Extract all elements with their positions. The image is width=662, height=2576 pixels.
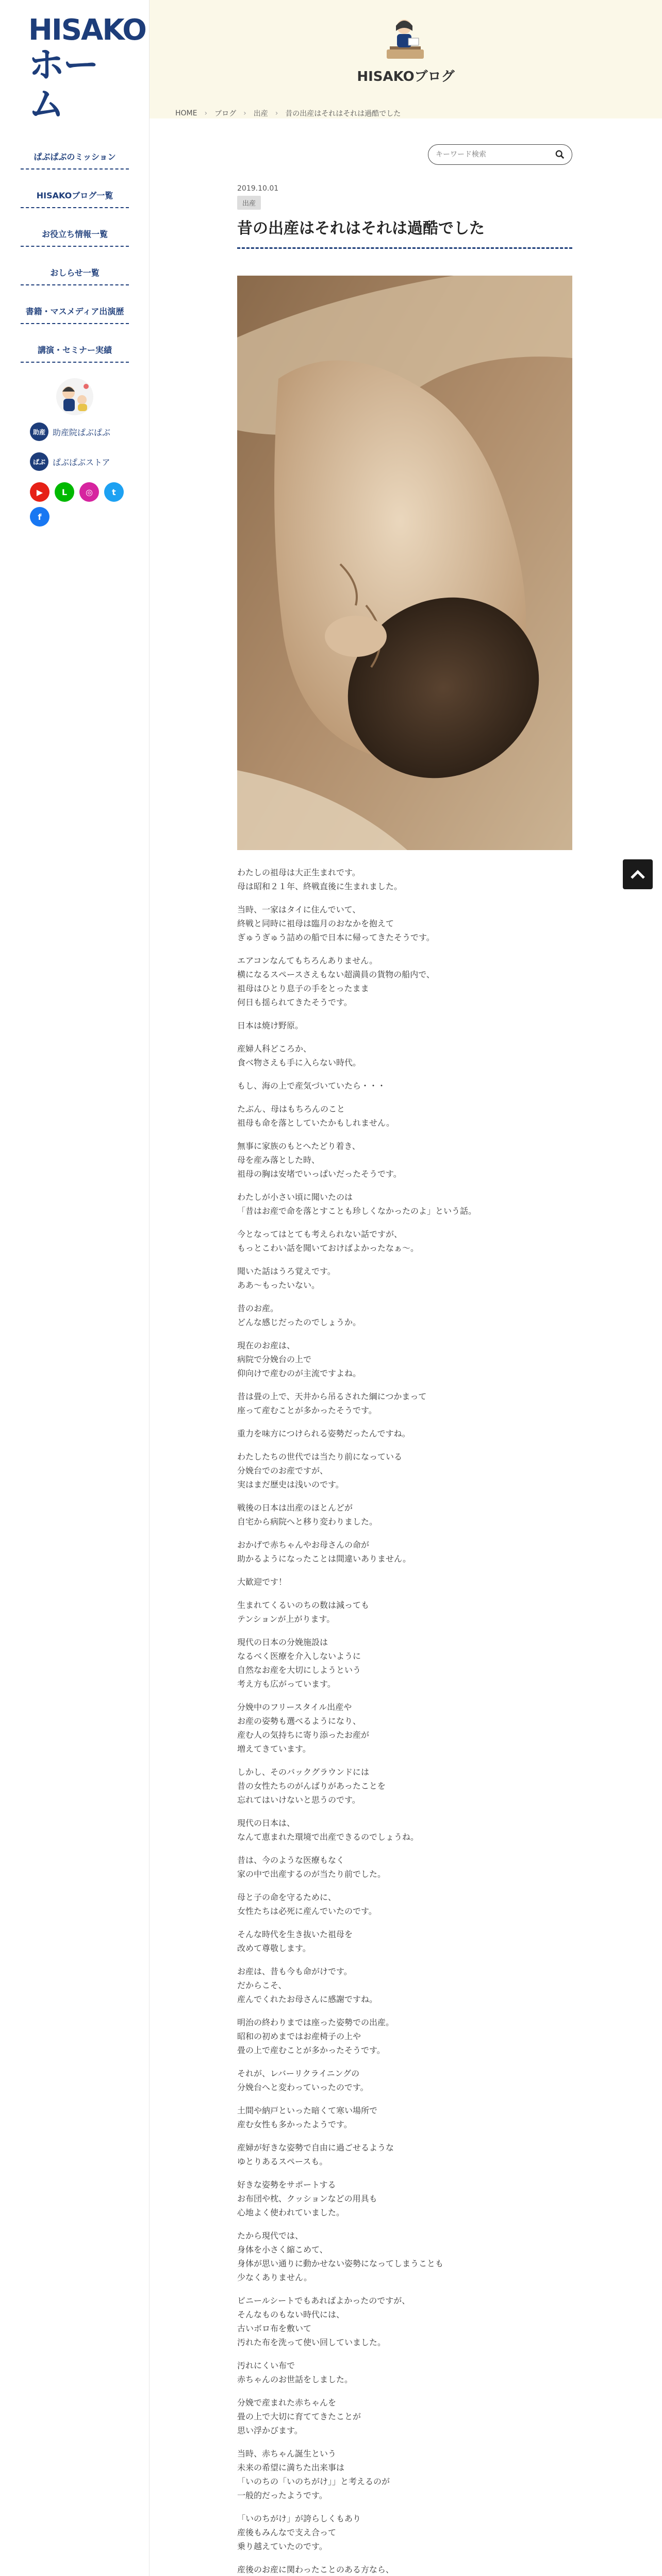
search-box xyxy=(428,144,572,165)
post-paragraph: 「いのちがけ」が誇らしくもあり 産後もみんなで支え合って 乗り越えていたのです。 xyxy=(237,2514,361,2551)
post-paragraph: おかげで赤ちゃんやお母さんの命が 助かるようになったことは間違いありません。 xyxy=(237,1540,411,1564)
post-paragraph: たぶん、母はもちろんのこと 祖母も命を落としていたかもしれません。 xyxy=(237,1104,394,1128)
post-paragraph: たから現代では、 身体を小さく縮こめて、 身体が思い通りに動かせない姿勢になってしまうことも 少なくありません。 xyxy=(237,2231,444,2282)
breadcrumb-separator-icon: › xyxy=(204,109,208,117)
post-paragraph: 分娩で産まれた赤ちゃんを 畳の上で大切に育ててきたことが 思い浮かびます。 xyxy=(237,2398,361,2435)
breadcrumb-category[interactable]: 出産 xyxy=(253,110,268,118)
post-paragraph: 現代の日本の分娩施設は なるべく医療を介入しないように 自然なお産を大切にしようという 考え方も広がっています。 xyxy=(237,1637,361,1689)
nav-item-useful-info[interactable]: お役立ち情報一覧 xyxy=(21,222,129,247)
post-paragraph: 無事に家族のもとへたどり着き、 母を産み落とした時、 祖母の胸は安堵でいっぱいだったそうです。 xyxy=(237,1141,402,1179)
post-paragraph: 現代の日本は、 なんて恵まれた環境で出産できるのでしょうね。 xyxy=(237,1818,419,1842)
post-paragraph: わたしが小さい頃に聞いたのは 「昔はお産で命を落とすことも珍しくなかったのよ」という話。 xyxy=(237,1192,477,1216)
link-label: ぱぶぱぶストア xyxy=(53,457,110,467)
post-paragraph: 当時、一家はタイに住んでいて、 終戦と同時に祖母は臨月のおなかを抱えて ぎゅうぎゅう詰めの船で日本に帰ってきたそうです。 xyxy=(237,905,435,942)
social-links xyxy=(30,482,133,527)
search-icon[interactable] xyxy=(555,150,565,159)
nav-item-blog-list[interactable]: HISAKOブログ一覧 xyxy=(21,183,129,208)
logo-line-1: HISAKO xyxy=(28,13,146,47)
post-paragraph: 昔は畳の上で、天井から吊るされた綱につかまって 座って産むことが多かったそうです。 xyxy=(237,1392,427,1415)
instagram-icon[interactable]: ◎ xyxy=(79,482,99,502)
page-header xyxy=(150,0,662,118)
link-label: 助産院ぱぶぱぶ xyxy=(53,427,111,437)
post-body xyxy=(237,866,572,2576)
post-paragraph: 生まれてくるいのちの数は減っても テンションが上がります。 xyxy=(237,1600,370,1624)
post-paragraph: もし、海の上で産気づいていたら・・・ xyxy=(237,1081,386,1091)
breadcrumb-separator-icon: › xyxy=(275,109,278,117)
post-paragraph: 今となってはとても考えられない話ですが、 もっとこわい話を聞いておけばよかったなぁ〜。 xyxy=(237,1229,419,1253)
breadcrumb-blog[interactable]: ブログ xyxy=(214,110,237,118)
mascot-illustration xyxy=(54,376,95,417)
post-paragraph: 好きな姿勢をサポートする お布団や枕、クッションなどの用具も 心地よく使われていました。 xyxy=(237,2180,377,2217)
back-to-top-button[interactable] xyxy=(623,859,653,889)
chevron-up-icon xyxy=(630,869,646,879)
external-links xyxy=(30,422,149,471)
nav-item-seminars[interactable]: 講演・セミナー実績 xyxy=(21,337,129,363)
post-paragraph: 日本は焼け野原。 xyxy=(237,1021,304,1030)
facebook-icon[interactable]: f xyxy=(30,507,49,527)
post-paragraph: 汚れにくい布で 赤ちゃんのお世話をしました。 xyxy=(237,2361,353,2384)
post-paragraph: それが、レバーリクライニングの 分娩台へと変わっていったのです。 xyxy=(237,2069,369,2092)
logo-line-2: ホーム xyxy=(28,44,97,125)
post-paragraph: 大歓迎です！ xyxy=(237,1577,287,1587)
breadcrumb-current: 昔の出産はそれはそれは過酷でした xyxy=(285,110,401,118)
post-title: 昔の出産はそれはそれは過酷でした xyxy=(237,215,572,249)
breadcrumb-separator-icon: › xyxy=(243,109,246,117)
nav-item-mission[interactable]: ぱぶぱぶのミッション xyxy=(21,144,129,170)
post-date: 2019.10.01 xyxy=(237,184,279,193)
category-tag[interactable]: 出産 xyxy=(237,196,261,210)
post-paragraph: エアコンなんてもちろんありません。 横になるスペースさえもない超満員の貨物の船内で、 祖母はひとり息子の手をとったまま 何日も揺られてきたそうです。 xyxy=(237,956,435,1007)
post-paragraph: 昔は、今のような医療もなく 家の中で出産するのが当たり前でした。 xyxy=(237,1855,386,1879)
post-paragraph: 分娩中のフリースタイル出産や お産の姿勢も選べるようになり、 産む人の気持ちに寄り添ったお産が 増えてきています。 xyxy=(237,1702,370,1754)
site-logo[interactable] xyxy=(28,13,146,125)
post-paragraph: そんな時代を生き抜いた祖母を 改めて尊敬します。 xyxy=(237,1929,353,1953)
post-paragraph: 当時、赤ちゃん誕生という 未来の希望に満ちた出来事は 「いのちの「いのちがけ」」と考えるのが 一般的だったようです。 xyxy=(237,2449,390,2500)
search-input[interactable] xyxy=(436,150,555,159)
post-paragraph: 産婦人科どころか、 食べ物さえも手に入らない時代。 xyxy=(237,1044,361,1067)
post-paragraph: 産後のお産に関わったことのある方なら、 xyxy=(237,2565,394,2574)
line-icon[interactable]: L xyxy=(55,482,74,502)
breadcrumb xyxy=(175,108,401,118)
post-paragraph: 明治の終わりまでは座った姿勢での出産。 昭和の初めまではお産椅子の上や 畳の上で産むことが多かったそうです。 xyxy=(237,2018,394,2055)
link-store[interactable] xyxy=(30,452,149,471)
section-title: HISAKOブログ xyxy=(357,69,455,84)
post-paragraph: ビニールシートでもあればよかったのですが、 そんなものもない時代には、 古いボロ布を敷いて 汚れた布を洗って使い回していました。 xyxy=(237,2296,410,2347)
breadcrumb-home[interactable]: HOME xyxy=(175,109,197,117)
post-paragraph: わたしたちの世代では当たり前になっている 分娩台でのお産ですが、 実はまだ歴史は浅いのです。 xyxy=(237,1452,403,1489)
post-paragraph: 現在のお産は、 病院で分娩台の上で 仰向けで産むのが主流ですよね。 xyxy=(237,1341,361,1378)
reading-woman-illustration xyxy=(385,15,426,62)
post-paragraph: わたしの祖母は大正生まれです。 母は昭和２１年、終戦直後に生まれました。 xyxy=(237,868,403,891)
post-paragraph: 戦後の日本は出産のほとんどが 自宅から病院へと移り変わりました。 xyxy=(237,1503,378,1527)
post-paragraph: 昔のお産。 どんな感じだったのでしょうか。 xyxy=(237,1303,361,1327)
post-paragraph: お産は、昔も今も命がけです。 だからこそ、 産んでくれたお母さんに感謝ですね。 xyxy=(237,1967,378,2004)
post-paragraph: しかし、そのバックグラウンドには 昔の女性たちのがんばりがあったことを 忘れてはいけないと思うのです。 xyxy=(237,1767,386,1805)
post-paragraph: 母と子の命を守るために、 女性たちは必死に産んでいたのです。 xyxy=(237,1892,377,1916)
sidebar xyxy=(0,0,150,2576)
link-midwife-clinic[interactable] xyxy=(30,422,149,441)
clinic-logo-icon: 助産 xyxy=(30,422,48,441)
post-paragraph: 聞いた話はうろ覚えです。 ああ〜もったいない。 xyxy=(237,1266,336,1290)
nav-item-media[interactable]: 書籍・マスメディア出演歴 xyxy=(21,299,129,324)
post-paragraph: 産婦が好きな姿勢で自由に過ごせるような ゆとりあるスペースも。 xyxy=(237,2143,394,2166)
nav-item-news[interactable]: おしらせ一覧 xyxy=(21,260,129,285)
sidebar-nav xyxy=(21,144,129,363)
post-paragraph: 土間や納戸といった暗くて寒い場所で 産む女性も多かったようです。 xyxy=(237,2106,378,2129)
twitter-icon[interactable]: t xyxy=(104,482,124,502)
post-paragraph: 重力を味方につけられる姿勢だったんですね。 xyxy=(237,1429,410,1438)
newborn-photo xyxy=(237,276,572,850)
youtube-icon[interactable]: ▶ xyxy=(30,482,49,502)
store-logo-icon: ぱぶ xyxy=(30,452,48,471)
